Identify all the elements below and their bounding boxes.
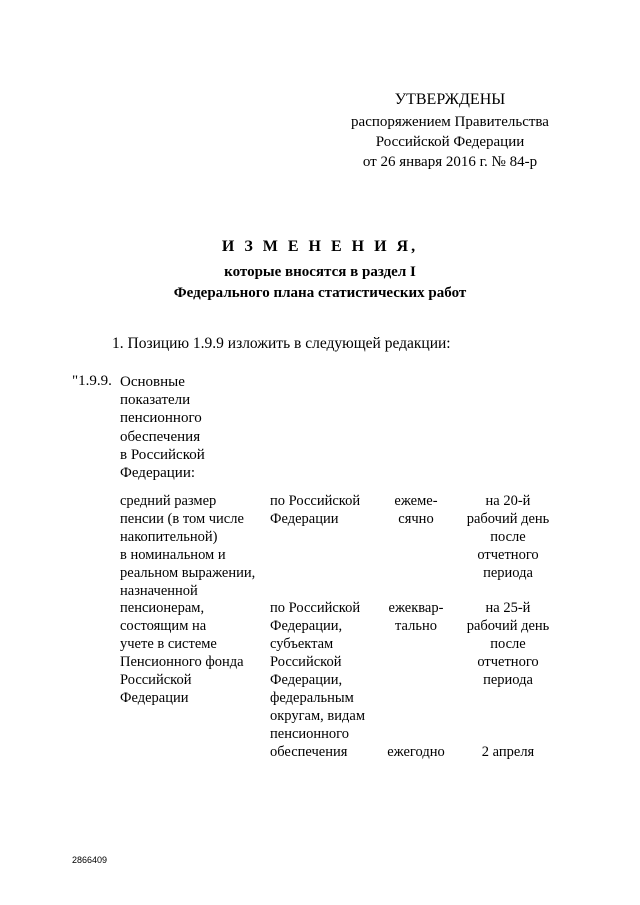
row-3-periodicity [376,743,456,761]
text-line: Федерации [270,511,339,527]
row-2-term [460,599,556,689]
approval-block [330,90,570,172]
text-line: рабочий день [466,618,550,634]
footer-code: 2866409 [72,855,108,865]
text-line: после [490,529,526,545]
text-line: федеральным [270,690,354,706]
text-line: на 25-й [485,600,531,616]
row-2-level [270,599,380,743]
position-title-line: Основные [120,374,185,390]
approval-line-1: распоряжением Правительства [351,114,549,130]
text-line: реальном выражении, [120,565,256,581]
position-title [120,373,250,482]
text-line: средний размер [120,493,217,509]
text-line: периода [483,565,533,581]
text-line: обеспечения [270,744,348,760]
text-line: Российской [120,672,192,688]
row-1-indicator [120,492,265,600]
text-line: Федерации, [270,672,343,688]
text-line: пенсии (в том числе [120,511,244,527]
text-line: ежегодно [387,744,445,760]
approval-line-2: Российской Федерации [375,134,525,150]
text-line: 2 апреля [481,744,535,760]
approval-line-3: от 26 января 2016 г. № 84-р [362,154,538,170]
text-line: тально [395,618,437,634]
subtitle-line-1: которые вносятся в раздел I [224,264,416,280]
text-line: в номинальном и [120,547,226,563]
text-line: по Российской [270,600,361,616]
text-line: сячно [398,511,434,527]
row-3-level [270,743,380,761]
document-title: И З М Е Н Е Н И Я, [221,238,419,255]
text-line: Российской [270,654,342,670]
row-1-level [270,492,380,528]
position-title-line: Федерации: [120,465,196,482]
text-line: учете в системе [120,636,217,652]
text-line: округам, видам [270,708,366,724]
row-2-periodicity [376,599,456,635]
position-title-line: в Российской [120,446,205,463]
text-line: состоящим на [120,618,207,634]
intro-paragraph: 1. Позицию 1.9.9 изложить в следующей редакции: [112,335,451,352]
text-line: назначенной [120,583,198,599]
text-line: Федерации [120,690,189,706]
text-line: отчетного [477,654,539,670]
text-line: ежеквар- [388,600,444,616]
text-line: пенсионерам, [120,600,205,616]
position-code: "1.9.9. [72,373,112,389]
row-1-periodicity [376,492,456,528]
text-line: по Российской [270,493,361,509]
row-2-indicator [120,599,265,707]
position-title-line: пенсионного [120,410,202,427]
text-line: рабочий день [466,511,550,527]
text-line: отчетного [477,547,539,563]
text-line: на 20-й [485,493,531,509]
text-line: субъектам [270,636,334,652]
text-line: накопительной) [120,529,218,545]
subtitle-line-2: Федерального плана статистических работ [173,285,467,301]
text-line: Федерации, [270,618,343,634]
approval-heading: УТВЕРЖДЕНЫ [394,91,506,108]
position-title-line: показатели [120,392,191,409]
text-line: Пенсионного фонда [120,654,244,670]
text-line: после [490,636,526,652]
position-title-line: обеспечения [120,428,201,445]
row-1-term [460,492,556,582]
document-subtitle [120,262,520,304]
row-3-term [460,743,556,761]
text-line: ежеме- [394,493,438,509]
text-line: периода [483,672,533,688]
text-line: пенсионного [270,726,350,742]
